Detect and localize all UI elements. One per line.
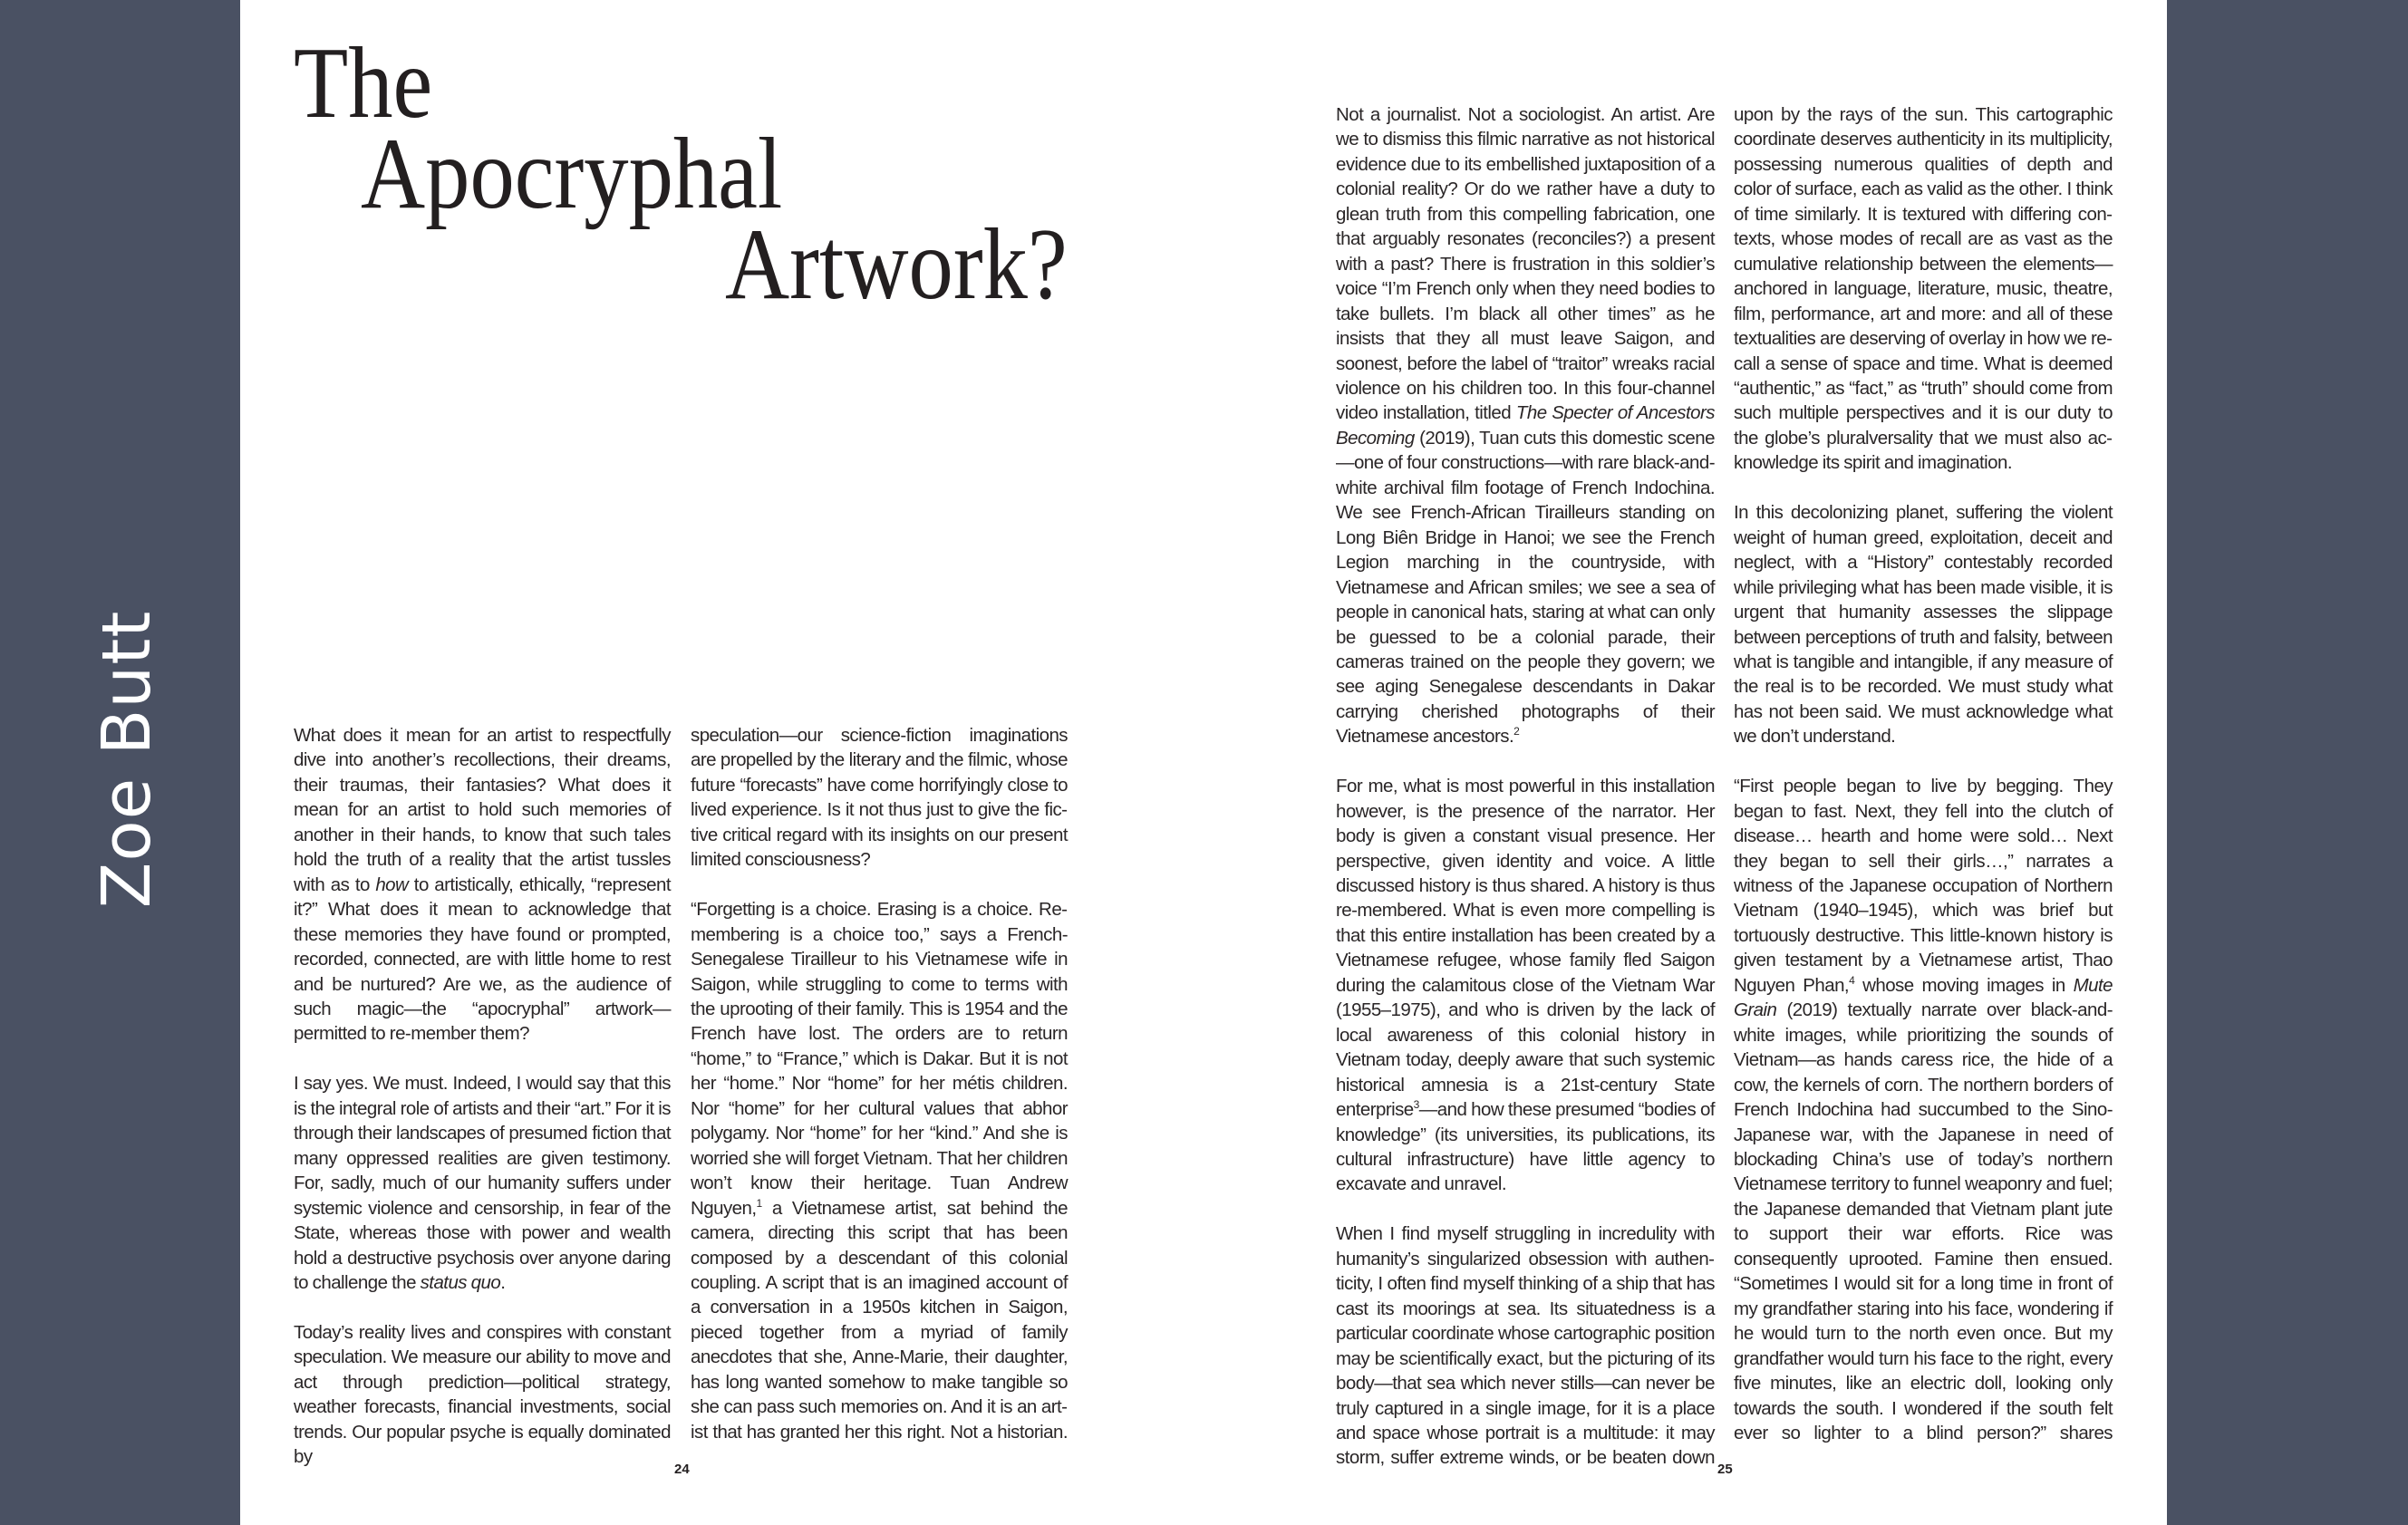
- article-title-line-2: Apocryphal: [361, 118, 783, 230]
- page-number-left: 24: [674, 1462, 690, 1477]
- right-page-column-1: [1336, 102, 1715, 1471]
- italic-emphasis: how: [375, 873, 409, 895]
- italic-emphasis: status quo: [420, 1271, 501, 1293]
- paragraph: In this decolonizing planet, suffering the violent weight of human greed, exploitation, deceit and neglect, with a “History” contestably recorded while privileging what has been made visible, it is urgent that humanity assesses the slippage between perceptions of truth and falsity, between what is tangible and intangible, if any measure of the real is to be recorded. We must study what has not been said. We must acknowledge what we don’t understand.: [1734, 502, 2113, 748]
- footnote-marker[interactable]: 3: [1413, 1098, 1419, 1112]
- paragraph: What does it mean for an artist to respectfully dive into another’s recollections, their dreams, their traumas, their fantasies? What does it mean for an artist to hold such memories of another in their hands, to know that such tales hold the truth of a reality that the artist tussles with as to how to artistically, ethically, “represent it?” What does it mean to acknowledge that these memories they have found or prompted, recorded, connected, are with little home to rest and be nurtured? Are we, as the audience of such magic—the “apocryphal” artwork—permitted to re-member them?: [294, 725, 671, 1045]
- page-number-right: 25: [1717, 1462, 1733, 1477]
- right-margin-panel: [2167, 0, 2408, 1525]
- paragraph: speculation—our science-fiction imaginations are propelled by the literary and the filmic, whose future “forecasts” have come horrifyingly close to lived experience. Is it not thus just to give the fictive critical regard with its insights on our present limited consciousness?: [691, 725, 1068, 871]
- article-title-line-1: The: [294, 27, 433, 140]
- paragraph: I say yes. We must. Indeed, I would say that this is the integral role of artists and their “art.” For it is through their landscapes of presumed fiction that many oppressed realities are given testimony. For, sadly, much of our humanity suffers under systemic violence and censorship, in fear of the State, whereas those with power and wealth hold a destructive psychosis over anyone daring to challenge the status quo.: [294, 1073, 671, 1293]
- paragraph: For me, what is most powerful in this installation however, is the presence of the narrator. Her body is given a constant visual presence. Her perspective, given identity and voice. A little discussed history is thus shared. A history is thus re-membered. What is even more compelling is that this entire installation has been created by a Vietnamese refugee, whose family fled Saigon during the calamitous close of the Vietnam War (1955–1975), and who is driven by the lack of local awareness of this colonial history in Vietnam today, deeply aware that such systemic historical amnesia is a 21st-century State enterprise$^3$—and how these presumed “bodies of knowledge” (its universities, its publications, its cultural infrastructure) have little agency to excavate and unravel.: [1336, 776, 1715, 1195]
- paragraph: upon by the rays of the sun. This cartographic coordinate deserves authenticity in its multiplicity, possessing numerous qualities of depth and color of surface, each as valid as the other. I think of time similarly. It is textured with differing contexts, whose modes of recall are as vast as the cumulative relationship between the elements—anchored in language, literature, music, theatre, film, performance, art and more: and all of these textualities are deserving of overlay in how we recall a sense of space and time. What is deemed “authentic,” as “fact,” as “truth” should come from such multiple perspectives and it is our duty to the globe’s pluralversality that we must also acknowledge its spirit and imagination.: [1734, 104, 2113, 474]
- author-name: Zoe Butt: [88, 610, 166, 909]
- paragraph: When I find myself struggling in incredulity with humanity’s singularized obsession with authenticity, I often find myself thinking of a ship that has cast its moorings at sea. Its situatedness is a particular coordinate whose cartographic position may be scientifically exact, but the picturing of its body—that sea which never stills—can never be truly captured in a single image, for it is a place and space whose portrait is a multitude: it may storm, suffer extreme winds, or be beaten down: [1336, 1223, 1715, 1469]
- footnote-marker[interactable]: 1: [756, 1196, 762, 1210]
- paragraph: Today’s reality lives and conspires with constant speculation. We measure our ability to move and act through prediction—political strategy, weather forecasts, financial investments, social trends. Our popular psyche is equally dominated by: [294, 1321, 671, 1468]
- paragraph: “Forgetting is a choice. Erasing is a choice. Remembering is a choice too,” says a French-Senegalese Tirailleur to his Vietnamese wife in Saigon, while struggling to come to terms with the uprooting of their family. This is 1954 and the French have lost. The orders are to return “home,” to “France,” which is Dakar. But it is not her “home.” Nor “home” for her métis children. Nor “home” for her cultural values that abhor polygamy. Nor “home” for her “kind.” And she is worried she will forget Vietnam. That her children won’t know their heritage. Tuan Andrew Nguyen,$^1$ a Vietnamese artist, sat behind the camera, directing this script that has been composed by a descendant of this colonial coupling. A script that is an imagined account of a conversation in a 1950s kitchen in Saigon, pieced together from a myriad of family anecdotes that she, Anne-Marie, their daughter, has long wanted somehow to make tangible so she can pass such memories on. And it is an artist that has granted her this right. Not a historian.: [691, 899, 1068, 1443]
- footnote-marker[interactable]: 2: [1513, 725, 1520, 738]
- article-title-line-3: Artwork?: [725, 208, 1068, 321]
- artwork-title: The Specter of Ancestors Becoming: [1336, 402, 1715, 449]
- paragraph: Not a journalist. Not a sociologist. An artist. Are we to dismiss this filmic narrative as not historical evidence due to its embellished juxtaposition of a colonial reality? Or do we rather have a duty to glean truth from this compelling fabrication, one that arguably resonates (reconciles?) a present with a past? There is frustration in this soldier’s voice “I’m French only when they need bodies to take bullets. I’m black all other times” as he insists that they all must leave Saigon, and soonest, before the label of “traitor” wreaks racial violence on his children too. In this four-channel video installation, titled The Specter of Ancestors Becoming (2019), Tuan cuts this domestic scene—one of four constructions—with rare black-and-white archival film footage of French Indochina. We see French-African Tirailleurs standing on Long Biên Bridge in Hanoi; we see the French Legion marching in the countryside, with Vietnamese and African smiles; we see a sea of people in canonical hats, staring at what can only be guessed to be a colonial parade, their cameras trained on the people they govern; we see aging Senegalese descendants in Dakar carrying cherished photographs of their Vietnamese ancestors.$^2$: [1336, 104, 1715, 748]
- right-page-column-2: [1734, 102, 2113, 1445]
- footnote-marker[interactable]: 4: [1849, 974, 1855, 987]
- left-page-column-1: [294, 723, 671, 1470]
- artwork-title: Mute Grain: [1734, 974, 2113, 1021]
- paragraph: “First people began to live by begging. They began to fast. Next, they fell into the clutch of disease… hearth and home were sold… Next they began to sell their girls…,” narrates a witness of the Japanese occupation of Northern Vietnam (1940–1945), which was brief but tortuously destructive. This little-known history is given testament by a Vietnamese artist, Thao Nguyen Phan,$^4$ whose moving images in Mute Grain (2019) textually narrate over black-and-white images, while prioritizing the sounds of Vietnam—as hands caress rice, the hide of a cow, the kernels of corn. The northern borders of French Indochina had succumbed to the Sino-Japanese war, with the Japanese in need of blockading China’s use of today’s northern Vietnamese territory to funnel weaponry and fuel; the Japanese demanded that Vietnam plant jute to support their war efforts. Rice was consequently uprooted. Famine then ensued. “Sometimes I would sit for a long time in front of my grandfather staring into his face, wondering if he would turn to the north even once. But my grandfather would turn his face to the right, every five minutes, like an electric doll, looking only towards the south. I wondered if the south felt ever so lighter to a blind person?” shares: [1734, 776, 2113, 1443]
- left-page-column-2: [691, 723, 1068, 1444]
